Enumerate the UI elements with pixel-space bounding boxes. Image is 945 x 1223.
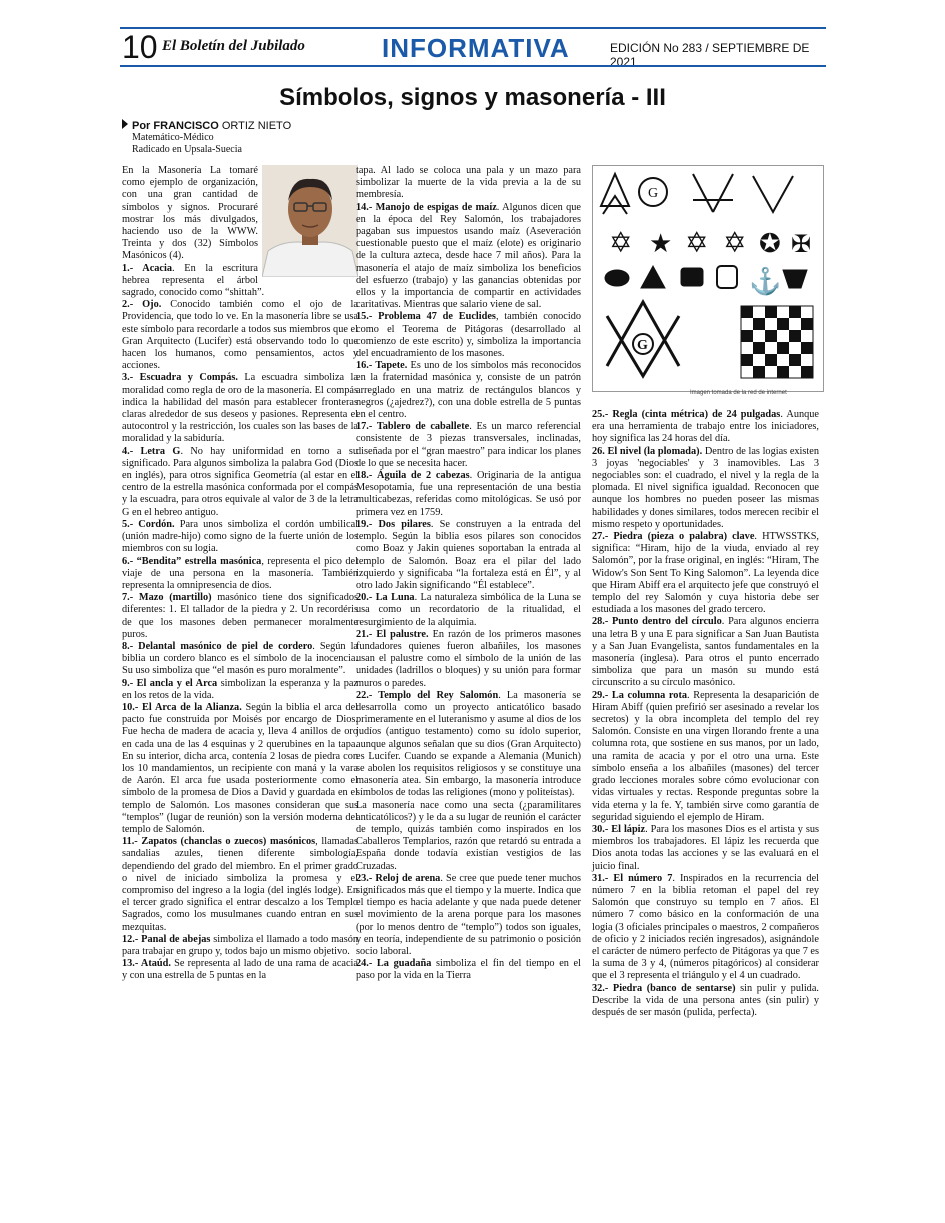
svg-text:✡: ✡ <box>723 228 747 259</box>
symbol-text: sin pulir y pulida. Describe la vida de una persona antes (sin pulir) y después de ser masón (pulida, perfecta). <box>592 982 819 1018</box>
edition-info: EDICIÓN No 283 / SEPTIEMBRE DE 2021 <box>610 41 810 69</box>
symbol-text: . Algunos dicen que en la época del Rey Salomón, los trabajadores pagaban sus impuestos usando maíz (Aseveración cuestionable puesto que el maíz (elote) es originario de la cultura azteca, desde hace 7 mil años). Para la masonería el atajo de maíz simboliza los beneficios del esfuerzo (trabajo) y las ganancias obtenidas por ellos y la importancia de compartir en actividades caritativas. Mientras que salario viene de sal. <box>356 201 581 311</box>
symbol-heading: 28.- Punto dentro del círculo <box>592 616 722 628</box>
symbol-heading: 24.- La guadaña <box>356 958 432 970</box>
symbol-text: Dentro de las logias existen 3 joyas 'negociables' y 3 inamovibles. Las 3 negociables son: el cuadrado, el nivel y la regla de la plomada. El nivel significa igualdad. Reconocen que aunque los hombres no pueden poseer las mismas habilidades y dones similares, todos merecen recibir el mismo respeto y oportunidades. <box>592 445 819 530</box>
symbol-heading: 7.- Mazo (martillo) <box>122 592 212 604</box>
svg-text:★: ★ <box>649 229 673 258</box>
symbol-paragraph <box>122 446 358 519</box>
symbol-paragraph <box>122 372 358 445</box>
symbol-text: , representa el pico del viaje de una persona en la masonería. También representa la omnipresencia de dios. <box>122 555 358 591</box>
symbol-text: . Aunque era una herramienta de trabajo entre los iniciadores, hoy significa las 24 horas del día. <box>592 409 819 445</box>
symbol-paragraph <box>592 446 819 531</box>
symbol-heading: 21.- El palustre. <box>356 628 429 640</box>
author-place: Radicado en Upsala-Suecia <box>132 144 242 155</box>
symbol-text: . Originaria de la antigua Mesopotamia, fue una representación de una bestia multicabezas, referidas como mitológicas. Se usó por primera vez en 1759. <box>356 470 581 518</box>
symbol-heading: 11.- Zapatos (chanclas o zuecos) masónicos <box>122 836 316 848</box>
symbol-text: . La naturaleza simbólica de la Luna se usa como un recordatorio de la ritualidad, el resurgimiento de la alquimia. <box>356 592 581 628</box>
author-role: Matemático-Médico <box>132 132 214 143</box>
symbol-text: Según la biblia el arca del pacto fue construida por Moisés por encargo de Dios. Fue hecha de madera de acacia y, lleva 4 anillos de oro en cada una de las 4 esquinas y 2 querubines en la tapa. En su interior, dicha arca, contenía 2 losas de piedra con los 10 mandamientos, un recipiente con maná y la vara de Aarón. El arca fue usada posteriormente como el símbolo de la promesa de Dios a David y guardada en el templo de Salomón. Los masones consideran que sus “templos” (lugar de reunión) son la versión moderna del templo de Salomón. <box>122 701 359 835</box>
symbol-paragraph <box>592 690 819 824</box>
column-3 <box>592 409 819 1019</box>
symbol-heading: 4.- Letra G <box>122 445 181 457</box>
symbol-paragraph <box>592 873 819 983</box>
svg-text:✡: ✡ <box>609 228 633 259</box>
symbol-paragraph <box>356 421 581 470</box>
symbol-text: . Según la biblia un cordero blanco es el símbolo de la inocencia. Su uso simboliza que “el masón es puro moralmente”. <box>122 640 358 677</box>
symbol-paragraph <box>356 165 581 202</box>
symbol-paragraph <box>356 629 581 690</box>
symbol-text: . Inspirados en la recurrencia del número 7 en la biblia retoman el papel del rey Salomón que construyo su templo en 7 años. El número 7 como básico en la conformación de una logia (3 oficiales principales o maestros, 2 compañeros de oficio y 2 iniciados recién ingresados), asignándole el carácter de número perfecto de Pitágoras ya que 7 es la suma de 3 y 4, (números pitagóricos) al considerar que el 3 representa el triángulo y el 4 un cuadrado. <box>592 872 819 982</box>
symbol-text: Se representa al lado de una rama de acacia y con una estrella de 5 puntas en la <box>122 958 358 982</box>
symbol-heading: 15.- Problema 47 de Euclides <box>356 311 496 323</box>
symbol-heading: 17.- Tablero de caballete <box>356 421 470 433</box>
symbol-heading: 26. El nivel (la plomada). <box>592 445 703 457</box>
symbol-text: simboliza el llamado a todo masón para trabajar en grupo y, todos bajo un mismo objetivo. <box>122 933 358 957</box>
symbol-text: . La masonería se desarrolla como un proyecto anticatólico basado primeramente en el luteranismo y asume al dios de los judíos (antiguo testamento) como su ídolo superior, aunque algunos señalan que su dios (Gran Arquitecto) es Lucifer. Cuando se expande a Alemania (Munich) se abolen los requisitos religiosos y se constituye una masonería atea. Sin embargo, la masonería introduce símbolos de todas las religiones (mono y politeístas). <box>356 689 581 799</box>
symbol-text: . Para algunos encierra una letra B y una E para significar a San Juan Bautista y a San Juan Evangelista, santos fundamentales en la masonería (inglesa). Para otros el punto encerrado simboliza que para un masón su mundo está circunscrito a su círculo masónico. <box>592 616 819 689</box>
header-bottom-rule <box>120 65 826 67</box>
symbol-text: . HTWSSTKS, significa: “Hiram, hijo de la viuda, enviado al rey Salomón”, por la frase original, en inglés: “Hiram, The Widow's Son Sent To King Salomon”. La leyenda dice que Hiram Abiff era el arquitecto jefe que construyó el templo del rey Salomón y cuya historia debe ser estudiada a los masones del grado tercero. <box>592 531 819 616</box>
symbol-text: . Para los masones Dios es el artista y sus miembros los trabajadores. El lápiz les recuerda que Dios anota todas las acciones y se las evaluará en el juicio final. <box>592 823 819 872</box>
symbol-heading: 29.- La columna rota <box>592 689 688 701</box>
emblem-letter: G <box>637 338 648 353</box>
symbols-illustration <box>593 166 823 391</box>
symbol-paragraph <box>356 690 581 800</box>
author-last-name: ORTIZ NIETO <box>221 120 292 132</box>
symbol-paragraph <box>356 311 581 360</box>
symbol-text: . Es un marco referencial consistente de 3 piezas transversales, inclinadas, diseñada por el “gran maestro” para indicar los planes de lo que se necesita hacer. <box>356 421 581 469</box>
symbol-paragraph <box>122 592 358 641</box>
symbol-paragraph <box>592 409 819 446</box>
image-credit: Imagen tomada de la red de internet <box>690 390 787 396</box>
author-photo <box>262 165 358 277</box>
symbol-heading: 32.- Piedra (banco de sentarse) <box>592 982 736 994</box>
symbol-paragraph <box>122 702 358 836</box>
symbol-paragraph <box>122 299 358 372</box>
symbol-heading: 13.- Ataúd. <box>122 958 171 970</box>
symbol-paragraph <box>592 616 819 689</box>
author-first-name: FRANCISCO <box>153 120 219 132</box>
symbol-paragraph <box>356 360 581 421</box>
symbol-text: Conocido también como el ojo de la Providencia, que todo lo ve. En la masonería libre se usa este símbolo para recordarle a todos sus miembros que el Gran Arquitecto (Lucifer) está observando todo lo que hacen los humanos, como pensamientos, actos y acciones. <box>122 299 358 372</box>
symbol-text: En razón de los primeros masones fundadores quienes fueron albañiles, los masones usan el palustre como el símbolo de la unión de las unidades (ladrillos o bloques) y su unión para formar muros o paredes. <box>356 628 581 689</box>
intro-paragraph: En la Masonería La tomaré como ejemplo de organización, con una gran cantidad de símbolos y signos. Procuraré mostrar los más divulgados, haciendo uso de la WWW. Treinta y dos (32) Símbolos Masónicos (4). <box>122 165 258 262</box>
column-3-items <box>592 409 819 1019</box>
symbol-paragraph <box>122 556 358 593</box>
svg-text:✠: ✠ <box>791 232 812 258</box>
svg-text:✡: ✡ <box>685 228 709 259</box>
svg-text:⚓: ⚓ <box>749 267 782 296</box>
svg-text:G: G <box>648 186 659 201</box>
symbol-heading: 16.- Tapete. <box>356 360 408 372</box>
publication-name: El Boletín del Jubilado <box>162 38 305 54</box>
byline <box>122 119 291 156</box>
symbol-heading: 22.- Templo del Rey Salomón <box>356 689 499 701</box>
symbol-heading: 25.- Regla (cinta métrica) de 24 pulgadas <box>592 409 781 420</box>
header-top-rule <box>120 27 826 29</box>
page-number: 10 <box>122 29 158 65</box>
symbol-text: masónico tiene dos significados diferentes: 1. El tallador de la piedra y 2. Un recordéris de que los masones deben permanecer moralmente puros. <box>122 592 359 640</box>
symbol-paragraph <box>122 519 358 556</box>
author-prefix: Por <box>132 120 151 132</box>
symbol-paragraph <box>122 678 358 702</box>
symbol-heading: 23.- Reloj de arena <box>356 872 441 884</box>
column-1-items <box>122 263 358 983</box>
symbol-heading: 12.- Panal de abejas <box>122 933 211 945</box>
symbol-paragraph <box>592 983 819 1020</box>
svg-text:✪: ✪ <box>759 229 781 258</box>
symbol-paragraph <box>592 531 819 616</box>
symbol-heading: 10.- El Arca de la Alianza. <box>122 701 242 713</box>
column-1 <box>122 165 358 983</box>
symbol-heading: 14.- Manojo de espigas de maíz <box>356 201 497 213</box>
symbol-paragraph <box>356 202 581 312</box>
symbol-heading: 30.- El lápiz <box>592 823 646 835</box>
symbol-paragraph <box>122 958 358 982</box>
symbol-heading: 20.- La Luna <box>356 592 415 604</box>
symbol-text: . Se cree que puede tener muchos significados más que el tiempo y la muerte. Indica que el tiempo es hacia adelante y que nada puede detener el movimiento de la arena porque para los masones (por lo menos dentro de “templo”) todos son iguales, y en teoría, independiente de su patrimonio o posición socio laboral. <box>356 872 581 957</box>
byline-marker-icon <box>122 119 128 129</box>
symbol-paragraph <box>356 873 581 958</box>
column-2-items <box>356 165 581 983</box>
symbol-paragraph <box>122 934 358 958</box>
symbol-text: tapa. Al lado se coloca una pala y un mazo para simbolizar la muerte de la vida previa a la de su membresía. <box>356 165 581 201</box>
symbol-heading: 19.- Dos pilares <box>356 518 431 530</box>
symbol-text: simboliza el fin del tiempo en el paso por la vida en la Tierra <box>356 958 581 982</box>
symbol-heading: 9.- El ancla y el Arca <box>122 677 218 689</box>
symbol-heading: 3.- Escuadra y Compás. <box>122 372 238 384</box>
column-2 <box>356 165 581 983</box>
symbol-heading: 6.- “Bendita” estrella masónica <box>122 555 262 567</box>
symbol-text: La escuadra simboliza la moralidad como regla de oro de la masonería. El compás indica la habilidad del masón para establecer fronteras claras alrededor de sus deseos y pasiones. Representa el autocontrol y la restricción, los cuales son las bases de la moralidad y la sabiduría. <box>122 372 358 445</box>
symbol-text: . No hay uniformidad en torno a su significado. Para algunos simboliza la palabra God (Dios en inglés), para otros significa Geometría (al estar en el centro de la estrella masónica conformada por el compás y la escuadra, para otros equivale al valor de 3 de la letra G en el hebreo antiguo. <box>122 445 358 518</box>
symbol-paragraph <box>356 958 581 982</box>
symbol-paragraph <box>122 641 358 678</box>
symbol-text: La masonería nace como una secta (¿paramilitares anticatólicos?) y le da a su lugar de reunión el carácter de templo, quizás también como inspirados en los Caballeros Templarios, razón que retardó su entrada a España donde todavía existían vestigios de las Cruzadas. <box>356 799 581 872</box>
section-title: INFORMATIVA <box>382 33 570 63</box>
symbol-text: Es uno de los símbolos más reconocidos en la fraternidad masónica y, consiste de un patrón arreglado en una matriz de rectángulos blancos y negros (¿ajedrez?), con una doble estrella de 5 puntas en el centro. <box>356 360 581 421</box>
symbol-heading: 27.- Piedra (pieza o palabra) clave <box>592 531 755 543</box>
symbol-text: Para unos simboliza el cordón umbilical (unión madre-hijo) como signo de la fuerte unión de los miembros con su logia. <box>122 518 358 555</box>
checkerboard <box>741 306 813 378</box>
symbol-text: . En la escritura hebrea representa el árbol sagrado, conocido como “shittah”. <box>122 262 265 299</box>
symbol-heading: 18.- Águila de 2 cabezas <box>356 470 470 482</box>
portrait-image <box>262 165 358 277</box>
symbol-text: . Se construyen a la entrada del templo. Según la biblia esos pilares son conocidos como Boaz y Jakin quienes soportaban la entrada al templo de Salomón. Boaz era el pilar del lado izquierdo y significaba “la fortaleza está en Él”, y al otro lado Jakin significando “Él establece”. <box>356 518 581 591</box>
symbol-heading: 1.- Acacia <box>122 262 173 274</box>
symbol-heading: 31.- El número 7 <box>592 872 673 884</box>
symbol-paragraph <box>356 519 581 592</box>
symbol-text: simbolizan la esperanza y la paz en los retos de la vida. <box>122 677 359 701</box>
symbol-text: , llamadas sandalias azules, tienen diferente simbología, dependiendo del grado del miembro. En el primer grado o nivel de iniciado simboliza la promesa y el compromiso del ingreso a la logia (del inglés lodge). En el tercer grado significa el entrar descalzo a los Templo Sagrados, como los musulmanes cuando entran en sus mezquitas. <box>122 836 358 933</box>
symbol-heading: 8.- Delantal masónico de piel de cordero <box>122 640 313 652</box>
symbol-paragraph <box>356 800 581 873</box>
symbol-heading: 2.- Ojo. <box>122 299 162 311</box>
symbol-paragraph <box>356 470 581 519</box>
masonic-symbols-image <box>592 165 824 392</box>
article-title: Símbolos, signos y masonería - III <box>279 84 666 111</box>
symbol-paragraph <box>356 592 581 629</box>
symbol-text: , también conocido como el Teorema de Pitágoras (desarrollado al comienzo de este escrito) y, simboliza la importancia del encuadramiento de los masones. <box>356 311 581 360</box>
symbol-paragraph <box>592 824 819 873</box>
symbol-heading: 5.- Cordón. <box>122 518 175 530</box>
symbol-paragraph <box>122 836 358 934</box>
symbol-text: . Representa la desaparición de Hiram Abiff (quien prefirió ser asesinado a revelar los secretos) y la obra incompleta del templo del rey Salomón. Consiste en una virgen llorando frente a una columna rota, que sostiene en sus manos, por un lado, una ramita de acacia y por el otro una urna. Este símbolo enseña a los albañiles (masones) del tercer grado lecciones morales sobre cómo evolucionar con vidas virtuales y rectas. Responde preguntas sobre la vida eterna y la fe. Y, también sirve como garantía de seguridad siguiendo el ejemplo de Hiram. <box>592 689 819 823</box>
page-header <box>120 27 826 67</box>
